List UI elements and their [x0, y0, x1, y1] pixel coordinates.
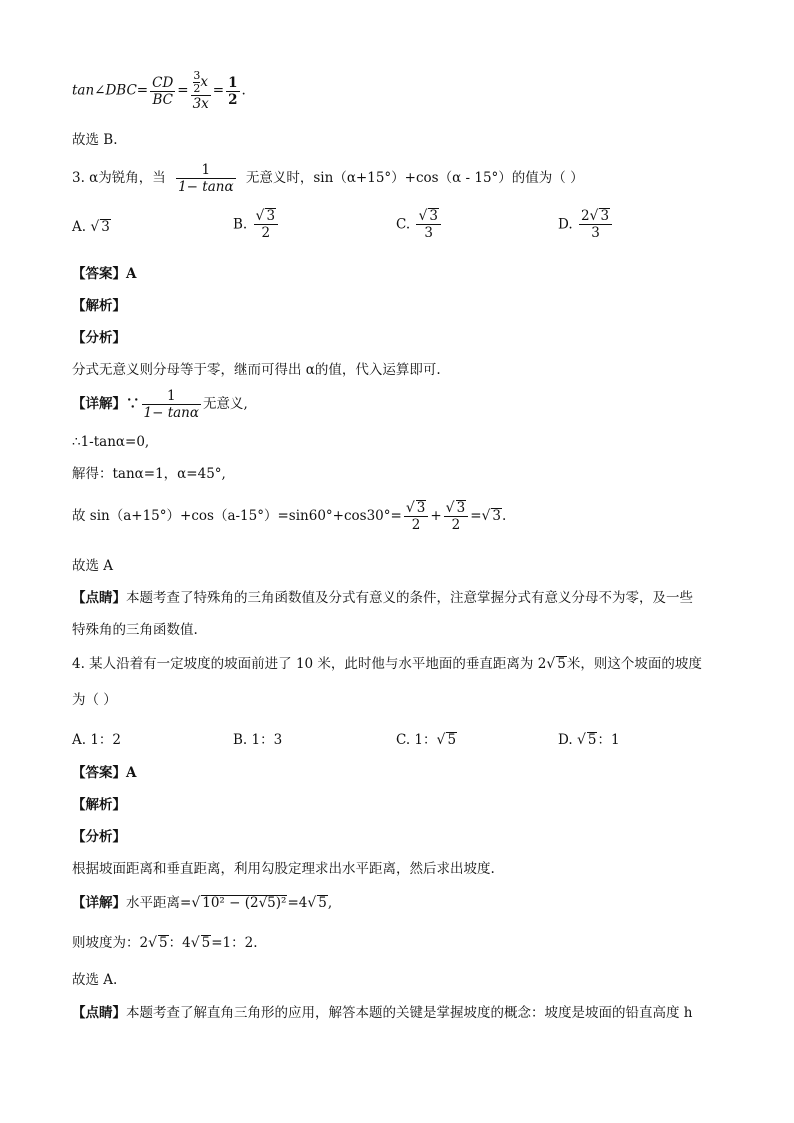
radicand: 3 — [492, 508, 502, 524]
radicand: 3 — [429, 208, 438, 224]
q3-choose: 故选 A — [72, 558, 114, 574]
q3-option-b — [233, 208, 280, 241]
q3-stem — [72, 162, 584, 195]
q3-answer: 【答案】A — [72, 266, 137, 282]
q4-stem — [72, 654, 702, 674]
q4-fenxi: 【分析】 — [72, 829, 126, 845]
q3-jiexi: 【解析】 — [72, 298, 126, 314]
sqrt-icon: √ — [436, 732, 446, 748]
q3-fraction — [176, 162, 235, 195]
ratio-lead: 则坡度为：2 — [72, 935, 149, 951]
denominator-3x: 3x — [192, 96, 209, 112]
q4-lead: 4. 某人沿着有一定坡度的坡面前进了 10 米，此时他与水平地面的垂直距离为 2 — [72, 656, 547, 672]
q4-option-b: B. 1：3 — [233, 732, 283, 748]
radicand: 5 — [557, 656, 566, 672]
q3-lead: 3. α为锐角，当 — [72, 170, 166, 186]
sqrt-icon: √ — [418, 208, 428, 224]
opt-label: C. — [396, 216, 411, 233]
equals-sign: = — [177, 82, 189, 99]
ratio-end: =1：2. — [211, 935, 258, 951]
comment-text: 本题考查了解直角三角形的应用，解答本题的关键是掌握坡度的概念：坡度是坡面的铅直高度 h — [126, 1005, 693, 1021]
coef: 2 — [580, 208, 590, 224]
sqrt-icon: √ — [190, 935, 200, 951]
q3-solve: 解得：tanα=1，α=45°, — [72, 466, 226, 482]
sqrt-icon: √ — [405, 500, 415, 516]
calc-frac-1 — [404, 500, 429, 533]
tan-formula — [72, 70, 246, 112]
comment-text: 本题考查了特殊角的三角函数值及分式有意义的条件，注意掌握分式有意义分母不为零，及一些 — [126, 590, 693, 606]
equals-sign: = — [212, 82, 225, 99]
radicand: 3 — [101, 219, 110, 235]
equals-sign: = — [470, 508, 482, 524]
fraction-denominator: BC — [152, 91, 173, 108]
frac-den: 3 — [424, 225, 433, 241]
sqrt-icon: √ — [481, 508, 491, 524]
calc-lead: 故 sin（a+15°）+cos（a-15°）=sin60°+cos30°= — [72, 508, 402, 524]
frac-den: 2 — [451, 517, 461, 533]
q4-jiexi: 【解析】 — [72, 797, 126, 813]
q4-stem-2: 为（ ） — [72, 692, 117, 708]
frac-den: 3 — [591, 225, 600, 241]
var-x: x — [200, 74, 208, 90]
comment-tag: 【点睛】 — [72, 1005, 126, 1021]
sqrt-icon: √ — [90, 219, 100, 235]
opt-tail: ：1 — [597, 732, 620, 748]
sqrt-icon: √ — [191, 895, 201, 911]
opt-label: D. — [558, 732, 577, 748]
detail-label: 水平距离= — [126, 895, 192, 911]
half-den: 2 — [228, 91, 238, 108]
radicand: 5 — [201, 935, 211, 951]
q3-option-c — [396, 208, 443, 241]
sqrt-icon: √ — [255, 208, 265, 224]
plus-sign: + — [430, 508, 442, 524]
q3-mid: 无意义时，sin（α+15°）+cos（α - 15°）的值为（ ） — [245, 170, 584, 186]
detail-fraction — [142, 388, 201, 421]
sqrt-icon: √ — [307, 895, 317, 911]
q3-frac-num: 1 — [176, 162, 235, 179]
frac-den: 2 — [411, 517, 421, 533]
q3-frac-den: 1− tanα — [178, 179, 234, 195]
nest-num: 3 — [193, 69, 201, 82]
q3-calculation — [72, 500, 506, 533]
half-fraction — [226, 75, 239, 108]
radicand: 3 — [456, 500, 466, 516]
opt-label: D. — [558, 216, 573, 233]
sqrt-icon: √ — [576, 732, 586, 748]
q3-comment-2: 特殊角的三角函数值. — [72, 622, 198, 638]
q4-detail — [72, 893, 332, 913]
nested-fraction — [191, 70, 211, 112]
half-num: 1 — [228, 74, 238, 91]
detail-lead: 【详解】∵ — [72, 396, 140, 412]
sqrt-icon: √ — [546, 656, 556, 672]
q3-detail — [72, 388, 248, 421]
cd-bc-fraction — [150, 75, 175, 108]
q4-choose: 故选 A. — [72, 972, 118, 988]
radicand: 5 — [159, 935, 168, 951]
c-fraction — [416, 208, 441, 241]
detail-num: 1 — [142, 388, 201, 405]
q3-therefore: ∴1-tanα=0, — [72, 434, 150, 450]
frac-den: 2 — [261, 225, 271, 241]
opt-label: A. — [72, 219, 87, 235]
radicand: 3 — [266, 208, 276, 224]
period: . — [241, 82, 246, 99]
tan-lhs: tan∠DBC= — [72, 82, 149, 99]
detail-den: 1− tanα — [143, 405, 199, 421]
comma: , — [327, 895, 333, 911]
b-fraction — [254, 208, 279, 241]
comment-tag: 【点睛】 — [72, 590, 126, 606]
fraction-numerator: CD — [152, 74, 174, 91]
q4-option-d — [558, 728, 620, 748]
sqrt-icon: √ — [148, 935, 158, 951]
opt-label: C. 1： — [396, 732, 437, 748]
q3-option-d — [558, 208, 614, 241]
q3-comment-1 — [72, 588, 693, 608]
detail-tail: 无意义, — [202, 396, 248, 412]
q4-ratio — [72, 933, 258, 953]
period: . — [502, 508, 507, 524]
q4-answer: 【答案】A — [72, 765, 137, 781]
q3-fenxi: 【分析】 — [72, 330, 126, 346]
q4-option-a: A. 1：2 — [72, 732, 122, 748]
sqrt-icon: √ — [445, 500, 455, 516]
q3-analysis: 分式无意义则分母等于零，继而可得出 α的值，代入运算即可. — [72, 362, 441, 378]
radicand: 5 — [587, 732, 597, 748]
q4-option-c — [396, 728, 457, 748]
calc-frac-2 — [444, 500, 469, 533]
radicand: 10² − (2√5)² — [202, 895, 287, 911]
radicand: 3 — [416, 500, 426, 516]
q4-analysis: 根据坡面距离和垂直距离，利用勾股定理求出水平距离，然后求出坡度. — [72, 861, 495, 877]
nest-den: 2 — [193, 82, 201, 95]
radicand: 3 — [600, 208, 610, 224]
q3-option-a — [72, 219, 111, 235]
d-fraction — [579, 208, 612, 241]
opt-label: B. — [233, 216, 248, 233]
sqrt-icon: √ — [589, 208, 599, 224]
radicand: 5 — [447, 732, 457, 748]
choose-b: 故选 B. — [72, 132, 118, 148]
q4-tail: 米，则这个坡面的坡度 — [566, 656, 702, 672]
equals: =4 — [287, 895, 308, 911]
ratio-mid: ：4 — [168, 935, 191, 951]
detail-tag: 【详解】 — [72, 895, 126, 911]
q4-comment — [72, 1003, 693, 1023]
radicand: 5 — [318, 895, 327, 911]
